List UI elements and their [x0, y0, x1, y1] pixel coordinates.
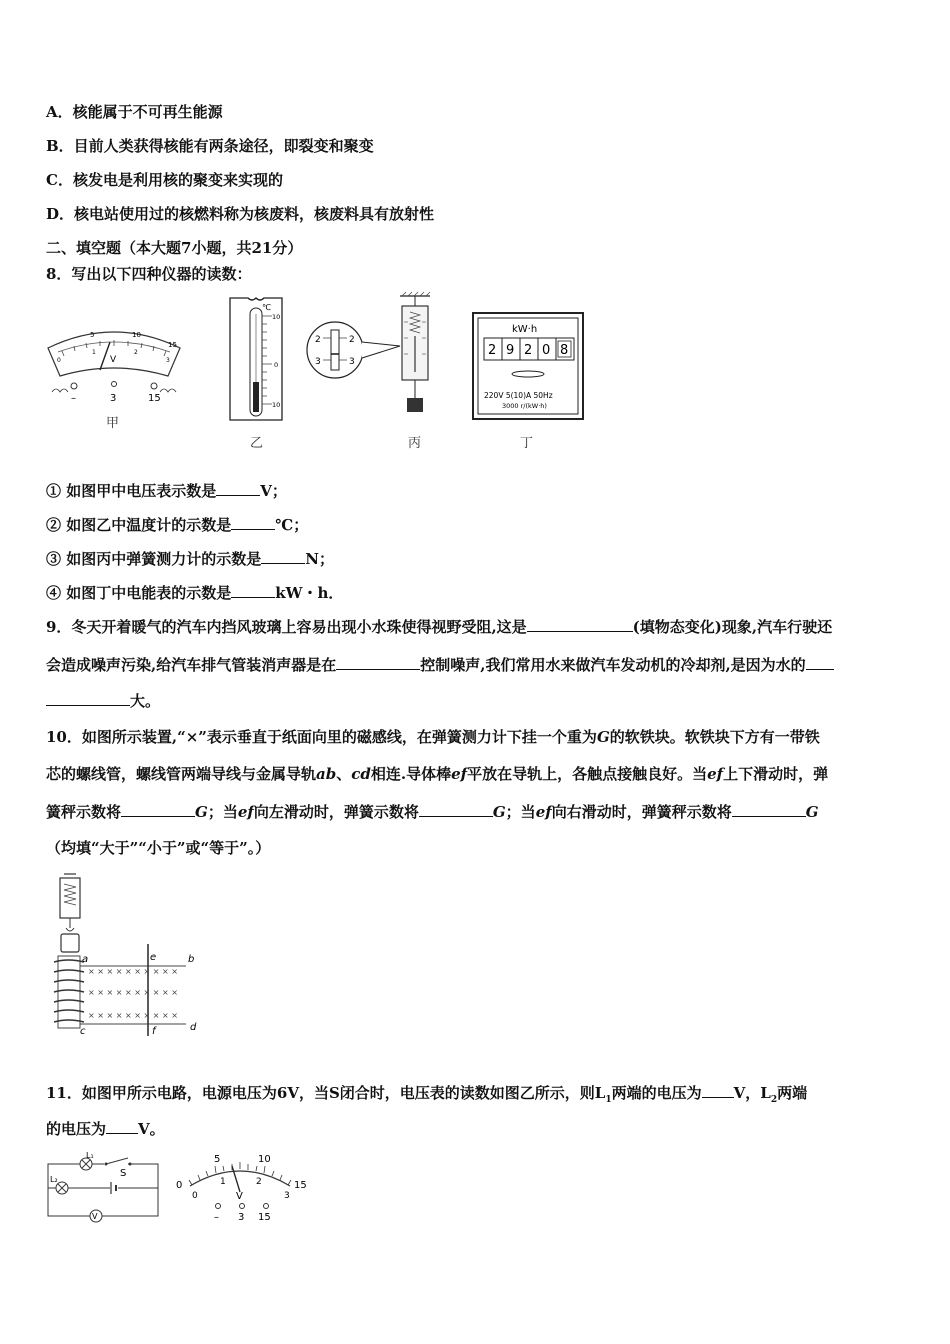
q10-line-4: （均填“大于”“小于”或“等于”。） — [46, 839, 271, 857]
dial-terminal-neg: – — [214, 1212, 219, 1223]
q10-line-1: 10．如图所示装置,“×”表示垂直于纸面向里的磁感线，在弹簧测力计下挂一个重为G的软铁块。软铁块下方有一带铁 — [46, 728, 820, 746]
svg-text:× × × × × × × × × ×: × × × × × × × × × × — [88, 988, 178, 997]
answer-blank[interactable] — [121, 801, 195, 817]
spring-scale-figure — [304, 292, 450, 430]
q8-item-1: ① 如图甲中电压表示数是 V； — [46, 482, 287, 500]
answer-blank[interactable] — [527, 616, 633, 632]
dial-inner-2: 2 — [256, 1177, 262, 1187]
meter-digit-decimal: 8 — [560, 343, 569, 358]
caption-bing: 丙 — [408, 436, 422, 451]
scale-tick-left-2: 2 — [315, 335, 321, 345]
answer-blank[interactable] — [216, 480, 260, 496]
caption-yi: 乙 — [250, 436, 264, 451]
volt-inner-2: 2 — [134, 349, 138, 356]
dial-inner-1: 1 — [220, 1177, 226, 1187]
thermo-tick-bottom: 10 — [272, 401, 281, 409]
answer-blank[interactable] — [702, 1082, 734, 1098]
label-L2: L₂ — [50, 1175, 58, 1184]
label-a: a — [82, 954, 89, 965]
label-d: d — [190, 1022, 197, 1033]
volt-inner-1: 1 — [92, 349, 96, 356]
thermo-unit: ℃ — [262, 303, 271, 312]
volt-inner-3: 3 — [166, 357, 170, 364]
meter-digit-2: 9 — [506, 343, 515, 358]
answer-blank[interactable] — [806, 654, 834, 670]
answer-blank[interactable] — [231, 582, 275, 598]
answer-blank[interactable] — [231, 514, 275, 530]
q8-item-4: ④ 如图丁中电能表的示数是 kW・h． — [46, 584, 344, 602]
volt-terminal-neg: – — [71, 393, 76, 404]
dial-tick-15: 15 — [294, 1180, 307, 1191]
dial-outer-zero: 0 — [176, 1180, 183, 1191]
q7-option-b: B．目前人类获得核能有两条途径，即裂变和聚变 — [46, 137, 374, 155]
q11-circuit-figure — [44, 1148, 162, 1222]
dial-terminal-3: 3 — [238, 1212, 245, 1223]
answer-blank[interactable] — [732, 801, 806, 817]
answer-blank[interactable] — [106, 1118, 138, 1134]
answer-blank[interactable] — [261, 548, 305, 564]
dial-symbol: V — [236, 1191, 243, 1202]
meter-spec-2: 3000 r/(kW·h) — [502, 402, 547, 410]
label-f: f — [152, 1026, 156, 1037]
q9-line-1: 9．冬天开着暖气的汽车内挡风玻璃上容易出现小水珠使得视野受阻,这是 (填物态变化)现象,汽车行驶还 — [46, 618, 833, 636]
energy-meter-figure — [472, 312, 584, 420]
dial-inner-3: 3 — [284, 1191, 290, 1201]
volt-terminal-3: 3 — [110, 393, 117, 404]
dial-tick-5: 5 — [214, 1154, 221, 1165]
q8-item-2: ② 如图乙中温度计的示数是 ℃； — [46, 516, 309, 534]
thermo-tick-zero: 0 — [274, 361, 279, 369]
label-S: S — [120, 1168, 127, 1179]
q7-option-d: D．核电站使用过的核燃料称为核废料，核废料具有放射性 — [46, 205, 435, 223]
volt-inner-0: 0 — [57, 357, 61, 364]
q11-voltmeter-figure — [174, 1150, 316, 1222]
thermometer-figure — [228, 296, 284, 422]
volt-symbol: V — [110, 355, 117, 365]
volt-terminal-15: 15 — [148, 393, 161, 404]
label-V: V — [92, 1212, 98, 1221]
section-title: 二、填空题（本大题7小题，共21分） — [46, 239, 303, 257]
meter-digit-4: 0 — [542, 343, 551, 358]
answer-blank[interactable] — [336, 654, 420, 670]
answer-blank[interactable] — [46, 690, 130, 706]
q8-stem: 8．写出以下四种仪器的读数： — [46, 265, 252, 283]
q9-line-3: 大。 — [46, 690, 160, 711]
caption-jia: 甲 — [106, 416, 120, 431]
label-b: b — [188, 954, 195, 965]
svg-text:× × × × × × × × × ×: × × × × × × × × × × — [88, 1011, 178, 1020]
scale-tick-right-3: 3 — [349, 357, 355, 367]
dial-tick-10: 10 — [258, 1154, 271, 1165]
q10-line-2: 芯的螺线管，螺线管两端导线与金属导轨ab、cd相连.导体棒ef平放在导轨上，各触点接触良好。当ef上下滑动时，弹 — [46, 765, 829, 783]
q9-line-2: 会造成噪声污染,给汽车排气管装消声器是在 控制噪声,我们常用水来做汽车发动机的冷却剂,是因为水的 — [46, 654, 834, 675]
volt-tick-15: 15 — [168, 341, 177, 349]
q10-magnet-figure — [44, 872, 206, 1036]
svg-text:× × × × × × × × × ×: × × × × × × × × × × — [88, 967, 178, 976]
label-L1: L₁ — [86, 1151, 94, 1160]
dial-inner-0: 0 — [192, 1191, 198, 1201]
meter-unit: kW·h — [512, 324, 538, 335]
meter-digit-1: 2 — [488, 343, 497, 358]
q11-line-2: 的电压为 V。 — [46, 1120, 165, 1138]
meter-spec-1: 220V 5(10)A 50Hz — [484, 391, 553, 400]
answer-blank[interactable] — [419, 801, 493, 817]
caption-ding: 丁 — [520, 436, 534, 451]
scale-tick-left-3: 3 — [315, 357, 321, 367]
meter-digit-3: 2 — [524, 343, 533, 358]
q7-option-c: C．核发电是利用核的聚变来实现的 — [46, 171, 283, 189]
q8-item-3: ③ 如图丙中弹簧测力计的示数是 N； — [46, 550, 334, 568]
thermo-tick-top: 10 — [272, 313, 281, 321]
volt-tick-5: 5 — [90, 331, 95, 339]
voltmeter-figure — [44, 322, 184, 404]
q10-line-3: 簧秤示数将 G；当ef向左滑动时，弹簧示数将 G；当ef向右滑动时，弹簧秤示数将 G — [46, 803, 819, 821]
q11-line-1: 11．如图甲所示电路，电源电压为6V，当S闭合时，电压表的读数如图乙所示，则$L_1$两端的电压为 V，$L_2$两端 — [46, 1084, 808, 1105]
dial-terminal-15: 15 — [258, 1212, 271, 1223]
scale-tick-right-2: 2 — [349, 335, 355, 345]
label-c: c — [80, 1026, 86, 1037]
volt-tick-10: 10 — [132, 331, 141, 339]
q7-option-a: A．核能属于不可再生能源 — [46, 103, 223, 121]
label-e: e — [150, 952, 157, 963]
